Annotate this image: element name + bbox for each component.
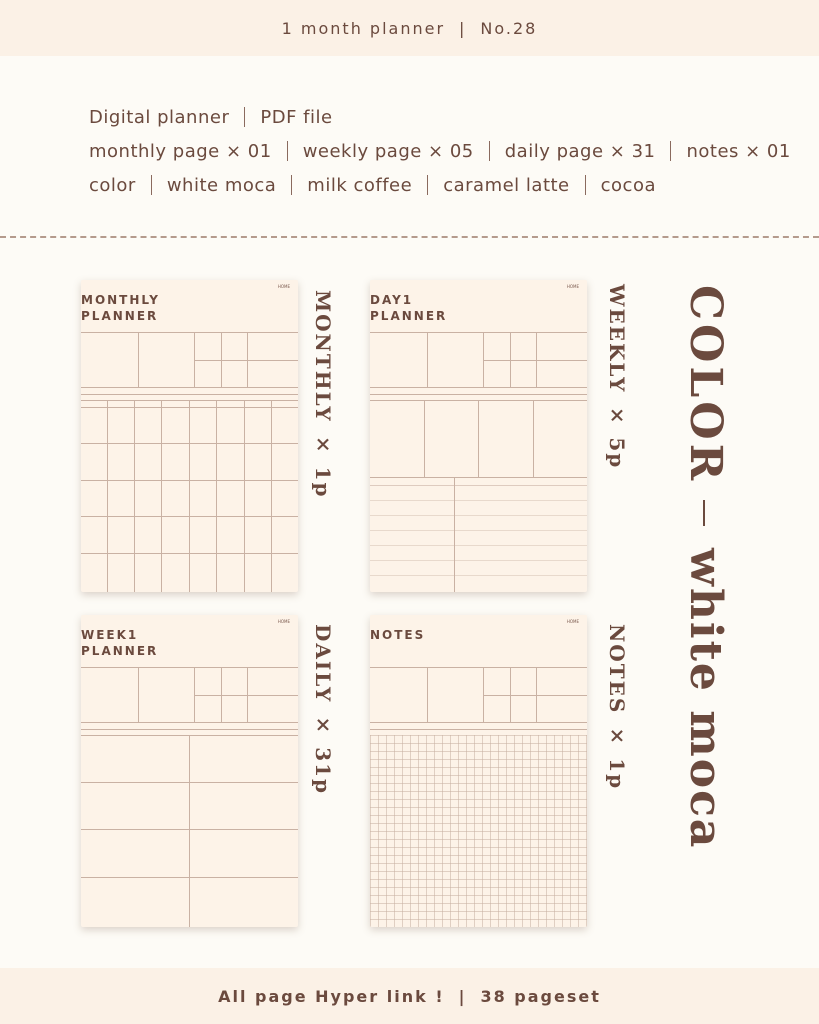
divider xyxy=(287,141,288,161)
rule xyxy=(271,400,272,592)
info-item: monthly page × 01 xyxy=(89,140,272,162)
divider xyxy=(489,141,490,161)
info-row-format xyxy=(89,100,791,134)
info-item: Digital planner xyxy=(89,106,230,128)
rule xyxy=(81,829,298,830)
rule xyxy=(370,530,587,531)
rule xyxy=(427,332,428,387)
rule xyxy=(81,667,298,668)
rule xyxy=(161,400,162,592)
divider xyxy=(585,175,586,195)
rule xyxy=(81,722,298,723)
rule xyxy=(138,667,139,722)
rule xyxy=(81,332,298,333)
rule xyxy=(533,400,534,477)
home-link: HOME xyxy=(566,284,579,289)
rule xyxy=(370,545,587,546)
footer-pageset: 38 pageset xyxy=(480,986,601,1006)
rule xyxy=(370,722,587,723)
info-item: color xyxy=(89,174,136,196)
rule xyxy=(478,400,479,477)
thumbnail-title: MONTHLY PLANNER xyxy=(81,293,160,323)
info-item: weekly page × 05 xyxy=(302,140,474,162)
info-item: milk coffee xyxy=(307,174,413,196)
monthly-page-thumbnail xyxy=(81,280,298,592)
rule xyxy=(370,560,587,561)
rule xyxy=(370,387,587,388)
rule xyxy=(81,394,298,395)
divider xyxy=(427,175,428,195)
rule xyxy=(424,400,425,477)
info-item: caramel latte xyxy=(443,174,570,196)
rule xyxy=(244,400,245,592)
home-link: HOME xyxy=(277,619,290,624)
weekly-count-label: WEEKLY × 5p xyxy=(605,284,629,470)
rule xyxy=(194,360,298,361)
rule xyxy=(81,387,298,388)
divider xyxy=(151,175,152,195)
info-row-pages xyxy=(89,134,791,168)
thumbnail-title: WEEK1 PLANNER xyxy=(81,628,159,658)
daily-count-label: DAILY × 31p xyxy=(311,624,335,796)
rule xyxy=(370,515,587,516)
color-separator xyxy=(703,500,705,526)
day-page-thumbnail xyxy=(370,280,587,592)
dashed-divider xyxy=(0,236,819,238)
rule xyxy=(370,394,587,395)
footer-separator: | xyxy=(458,986,467,1006)
color-name: white moca xyxy=(680,548,731,850)
rule xyxy=(81,782,298,783)
notes-page-thumbnail xyxy=(370,615,587,927)
home-link: HOME xyxy=(277,284,290,289)
info-row-colors xyxy=(89,168,791,202)
rule xyxy=(81,877,298,878)
header-band xyxy=(0,0,819,56)
rule xyxy=(370,485,587,486)
color-heading: COLOR xyxy=(680,285,731,485)
week-page-thumbnail xyxy=(81,615,298,927)
thumbnail-title: NOTES xyxy=(370,628,426,642)
divider xyxy=(291,175,292,195)
rule xyxy=(189,735,190,927)
header-separator: | xyxy=(459,18,467,38)
notes-count-label: NOTES × 1p xyxy=(605,624,629,791)
rule xyxy=(370,332,587,333)
home-link: HOME xyxy=(566,619,579,624)
rule xyxy=(483,695,587,696)
rule xyxy=(370,477,587,478)
rule xyxy=(370,575,587,576)
thumbnail-title: DAY1 PLANNER xyxy=(370,293,448,323)
rule xyxy=(134,400,135,592)
info-item: daily page × 31 xyxy=(504,140,656,162)
rule xyxy=(107,400,108,592)
info-item: PDF file xyxy=(260,106,333,128)
info-item: white moca xyxy=(166,174,277,196)
divider xyxy=(670,141,671,161)
notes-grid xyxy=(370,735,587,927)
monthly-count-label: MONTHLY × 1p xyxy=(311,290,335,499)
rule xyxy=(370,667,587,668)
rule xyxy=(370,500,587,501)
rule xyxy=(138,332,139,387)
rule xyxy=(427,667,428,722)
footer-hyperlink-note: All page Hyper link ! xyxy=(218,986,445,1006)
info-item: notes × 01 xyxy=(686,140,791,162)
header-number: No.28 xyxy=(480,18,538,38)
rule xyxy=(370,729,587,730)
footer-band xyxy=(0,968,819,1024)
rule xyxy=(81,729,298,730)
rule xyxy=(216,400,217,592)
header-title: 1 month planner xyxy=(281,18,446,38)
info-item: cocoa xyxy=(600,174,656,196)
rule xyxy=(483,360,587,361)
rule xyxy=(194,695,298,696)
rule xyxy=(189,400,190,592)
product-info xyxy=(89,100,791,202)
divider xyxy=(244,107,245,127)
